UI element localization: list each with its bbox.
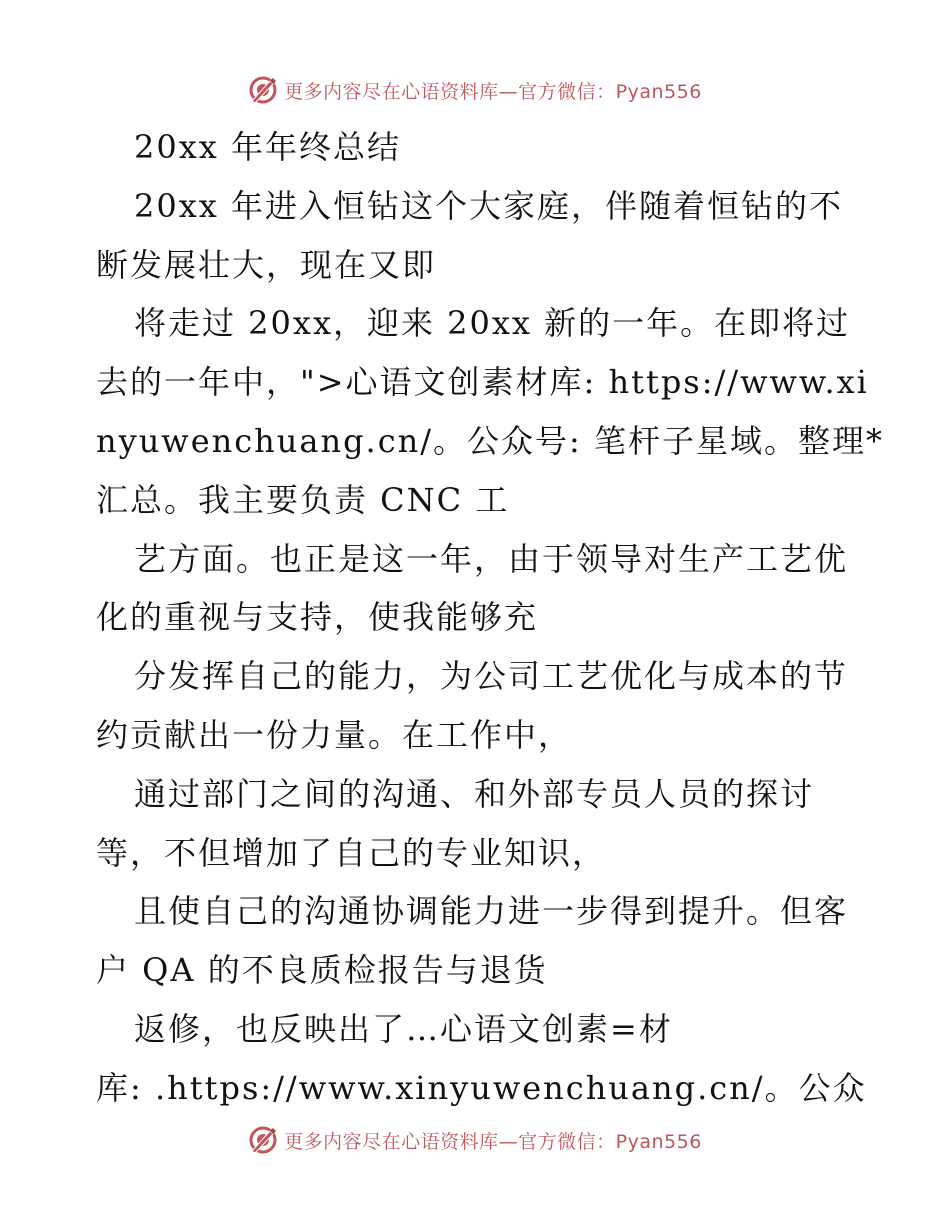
text-line: 20xx 年年终总结 bbox=[134, 128, 401, 166]
text-line: 艺方面。也正是这一年，由于领导对生产工艺优 bbox=[134, 539, 849, 578]
text-line: 约贡献出一份力量。在工作中， bbox=[96, 715, 573, 754]
footer-banner-text: 更多内容尽在心语资料库—官方微信：Pyan556 bbox=[284, 1130, 702, 1153]
text-line: 户 QA 的不良质检报告与退货 bbox=[96, 951, 548, 990]
pen-in-circle-logo-icon bbox=[248, 75, 278, 105]
text-line: 去的一年中，">心语文创素材库: https://www.xi bbox=[96, 363, 869, 402]
text-line: 汇总。我主要负责 CNC 工 bbox=[96, 480, 510, 519]
text-line: 将走过 20xx，迎来 20xx 新的一年。在即将过 bbox=[134, 304, 851, 343]
text-line: 化的重视与支持，使我能够充 bbox=[96, 598, 539, 637]
text-line: 通过部门之间的沟通、和外部专员人员的探讨 bbox=[134, 774, 815, 813]
text-line: nyuwenchuang.cn/。公众号: 笔杆子星域。整理* bbox=[96, 421, 884, 460]
header-banner-text: 更多内容尽在心语资料库—官方微信：Pyan556 bbox=[284, 80, 702, 103]
text-line: 20xx 年进入恒钻这个大家庭，伴随着恒钻的不 bbox=[134, 186, 843, 225]
text-line: 等，不但增加了自己的专业知识， bbox=[96, 833, 607, 872]
text-line: 分发挥自己的能力，为公司工艺优化与成本的节 bbox=[134, 657, 849, 696]
text-line: 返修，也反映出了…心语文创素=材 bbox=[134, 1009, 673, 1048]
text-line: 断发展壮大，现在又即 bbox=[96, 245, 437, 284]
header-banner bbox=[0, 70, 950, 110]
text-line: 且使自己的沟通协调能力进一步得到提升。但客 bbox=[134, 892, 849, 931]
text-line: 库: .https://www.xinyuwenchuang.cn/。公众 bbox=[96, 1068, 867, 1107]
pen-in-circle-logo-icon bbox=[248, 1125, 278, 1155]
footer-banner bbox=[0, 1120, 950, 1160]
document-body bbox=[96, 118, 884, 1118]
